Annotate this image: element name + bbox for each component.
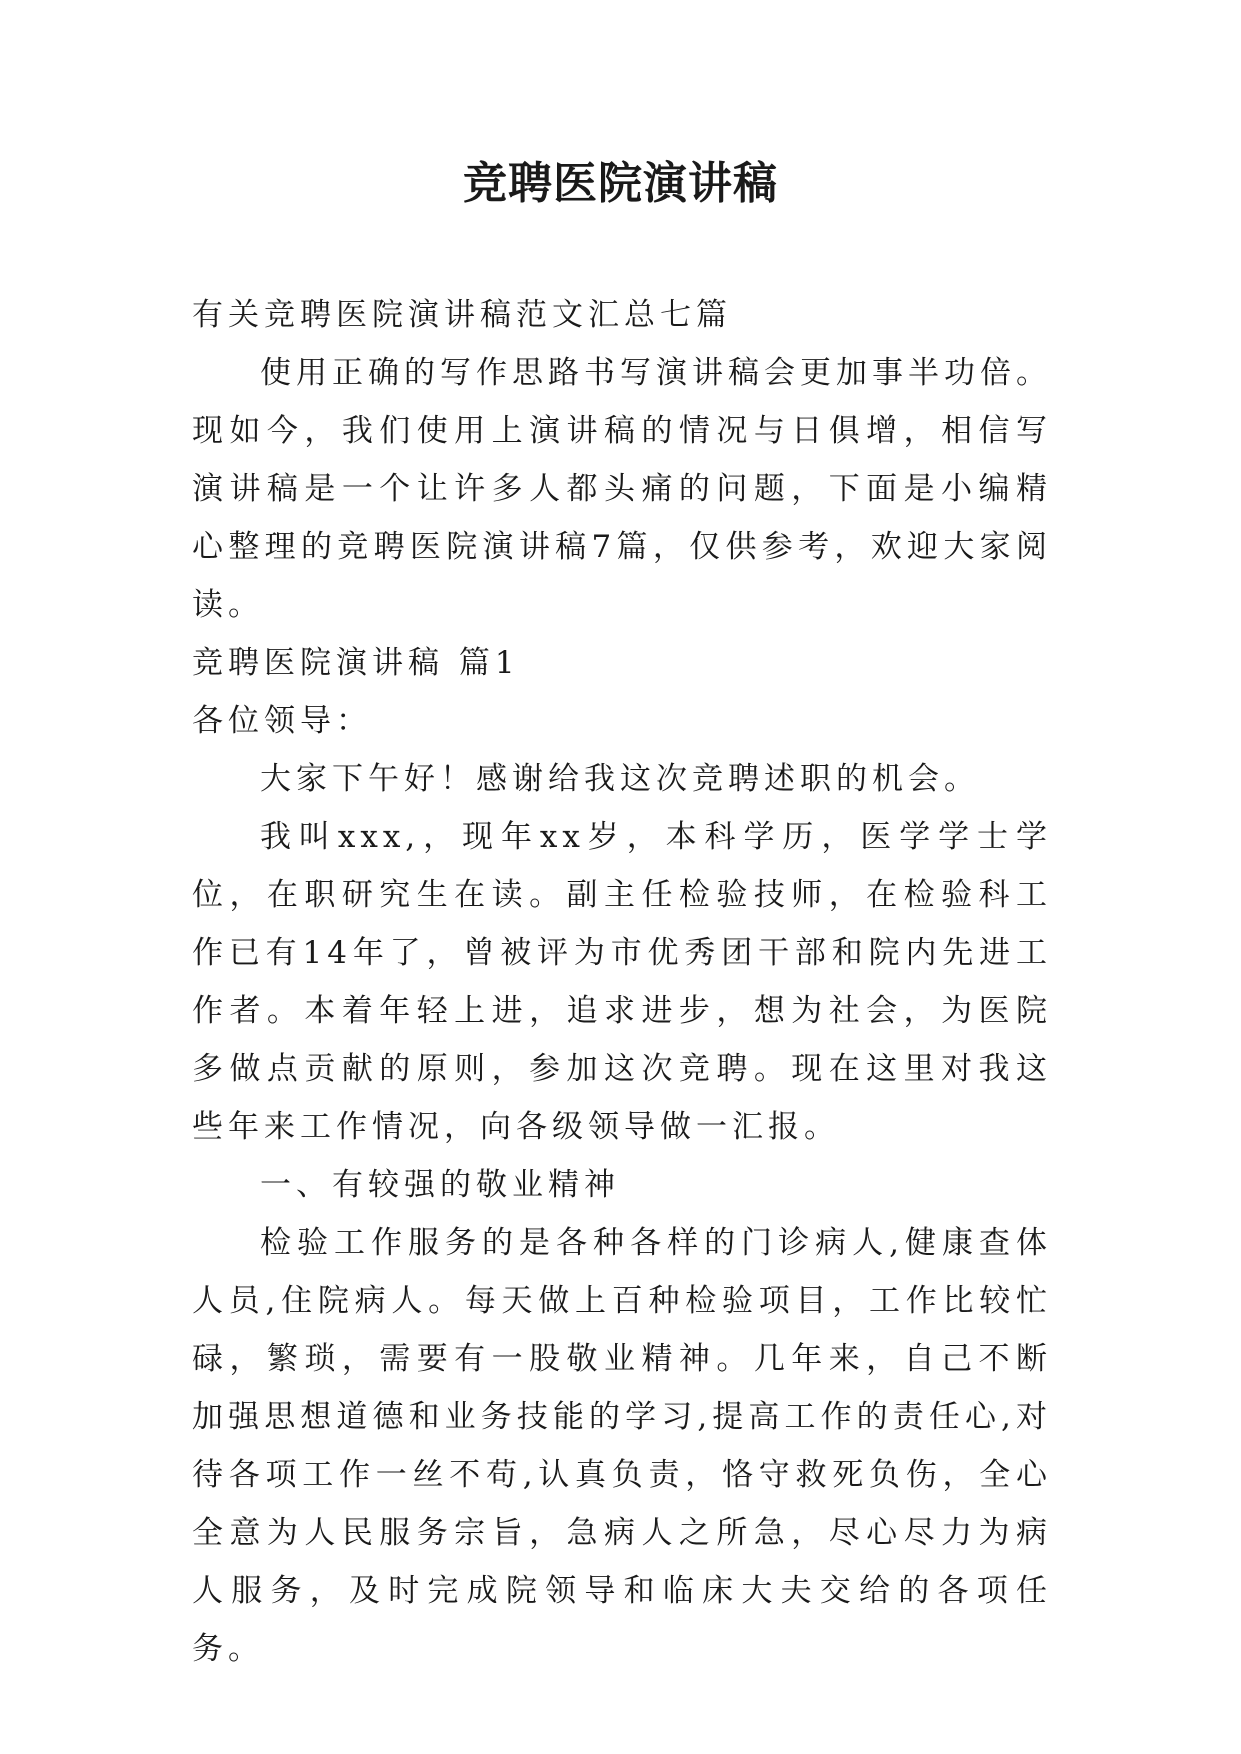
paragraph-self-introduction: 我叫xxx,，现年xx岁，本科学历，医学学士学位，在职研究生在读。副主任检验技师，在检验科工作已有14年了，曾被评为市优秀团干部和院内先进工作者。本着年轻上进，追求进步，想为社会，为医院多做点贡献的原则，参加这次竞聘。现在这里对我这些年来工作情况，向各级领导做一汇报。 <box>192 819 1052 1145</box>
paragraph-work-description: 检验工作服务的是各种各样的门诊病人,健康查体人员,住院病人。每天做上百种检验项目，工作比较忙碌，繁琐，需要有一股敬业精神。几年来，自己不断加强思想道德和业务技能的学习,提高工作的责任心,对待各项工作一丝不苟,认真负责，恪守救死负伤，全心全意为人民服务宗旨，急病人之所急，尽心尽力为病人服务，及时完成院领导和临床大夫交给的各项任务。 <box>192 1225 1052 1667</box>
document-title: 竞聘医院演讲稿 <box>463 158 778 209</box>
paragraph-point-heading: 一、有较强的敬业精神 <box>260 1167 620 1203</box>
paragraph-greeting: 大家下午好！感谢给我这次竞聘述职的机会。 <box>260 761 980 797</box>
section-heading: 竞聘医院演讲稿 篇1 <box>192 645 520 681</box>
paragraph-intro: 使用正确的写作思路书写演讲稿会更加事半功倍。现如今，我们使用上演讲稿的情况与日俱增，相信写演讲稿是一个让许多人都头痛的问题，下面是小编精心整理的竞聘医院演讲稿7篇，仅供参考，欢迎大家阅读。 <box>192 355 1052 623</box>
document-body <box>192 286 1052 1678</box>
paragraph-salutation: 各位领导： <box>192 703 372 739</box>
paragraph-subtitle: 有关竞聘医院演讲稿范文汇总七篇 <box>192 297 732 333</box>
